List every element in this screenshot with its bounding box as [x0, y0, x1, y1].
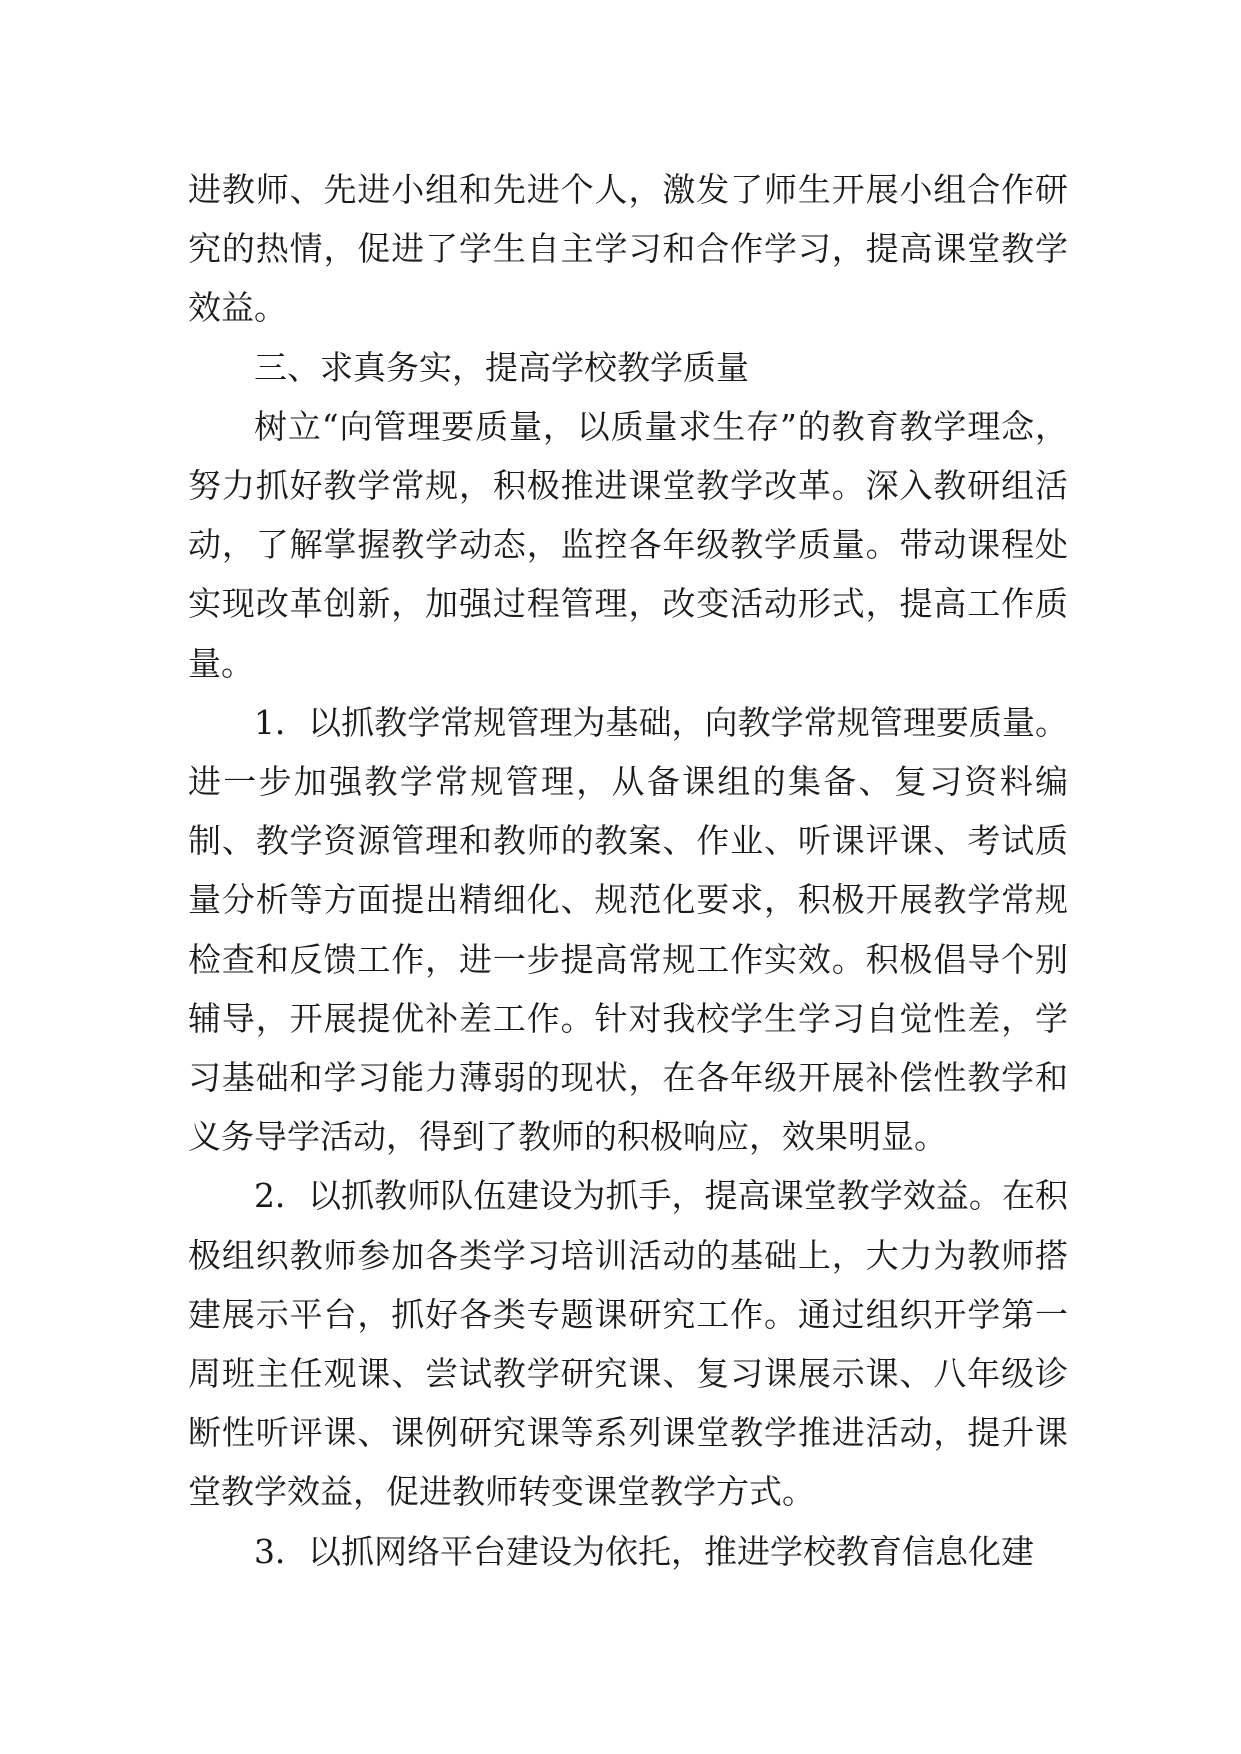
document-body [188, 160, 1068, 1581]
paragraph-item-1: 1．以抓教学常规管理为基础，向教学常规管理要质量。进一步加强教学常规管理，从备课组的集备、复习资料编制、教学资源管理和教师的教案、作业、听课评课、考试质量分析等方面提出精细化、规范化要求，积极开展教学常规检查和反馈工作，进一步提高常规工作实效。积极倡导个别辅导，开展提优补差工作。针对我校学生学习自觉性差，学习基础和学习能力薄弱的现状，在各年级开展补偿性教学和义务导学活动，得到了教师的积极响应，效果明显。 [188, 702, 1068, 1157]
section-heading: 三、求真务实，提高学校教学质量 [254, 347, 749, 387]
paragraph-intro: 树立“向管理要质量，以质量求生存”的教育教学理念，努力抓好教学常规，积极推进课堂教学改革。深入教研组活动，了解掌握教学动态，监控各年级教学质量。带动课程处实现改革创新，加强过程管理，改变活动形式，提高工作质量。 [188, 406, 1068, 683]
paragraph-continuation: 进教师、先进小组和先进个人，激发了师生开展小组合作研究的热情，促进了学生自主学习和合作学习，提高课堂教学效益。 [188, 170, 1068, 328]
paragraph-item-2: 2．以抓教师队伍建设为抓手，提高课堂教学效益。在积极组织教师参加各类学习培训活动的基础上，大力为教师搭建展示平台，抓好各类专题课研究工作。通过组织开学第一周班主任观课、尝试教学研究课、复习课展示课、八年级诊断性听评课、课例研究课等系列课堂教学推进活动，提升课堂教学效益，促进教师转变课堂教学方式。 [188, 1176, 1068, 1512]
paragraph-item-3: 3．以抓网络平台建设为依托，推进学校教育信息化建 [254, 1531, 1034, 1571]
